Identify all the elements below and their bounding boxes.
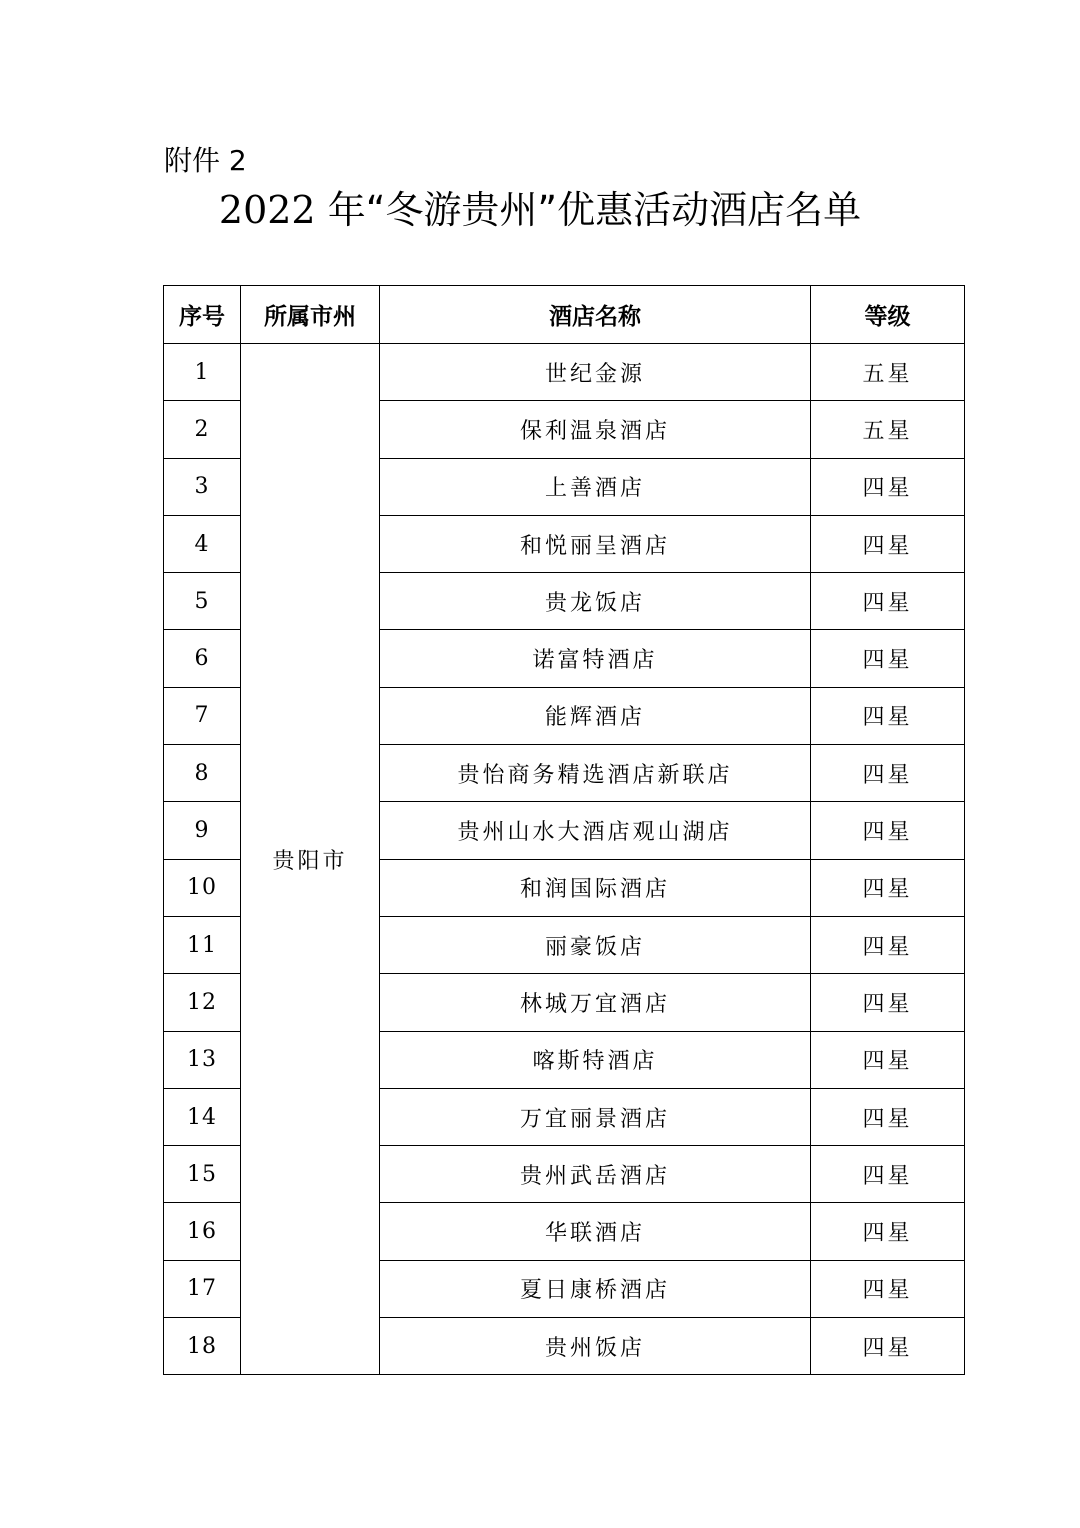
header-index: 序号 [164, 286, 241, 344]
row-index: 2 [164, 401, 241, 458]
grade-cell: 四星 [811, 1146, 965, 1203]
row-index: 18 [164, 1318, 241, 1375]
grade-cell: 四星 [811, 745, 965, 802]
grade-cell: 四星 [811, 916, 965, 973]
grade-cell: 四星 [811, 1318, 965, 1375]
table-header-row [164, 286, 965, 344]
grade-cell: 四星 [811, 1088, 965, 1145]
grade-cell: 四星 [811, 1260, 965, 1317]
grade-cell: 四星 [811, 1031, 965, 1088]
document-title [0, 184, 1080, 236]
header-grade: 等级 [811, 286, 965, 344]
title-year: 2022 [218, 188, 316, 232]
hotel-name-cell: 世纪金源 [380, 344, 811, 401]
hotel-name-cell: 喀斯特酒店 [380, 1031, 811, 1088]
grade-cell: 四星 [811, 802, 965, 859]
hotel-name-cell: 贵怡商务精选酒店新联店 [380, 745, 811, 802]
grade-cell: 四星 [811, 1203, 965, 1260]
title-text: 年“冬游贵州”优惠活动酒店名单 [315, 188, 862, 232]
header-hotel-name: 酒店名称 [380, 286, 811, 344]
hotel-name-cell: 万宜丽景酒店 [380, 1088, 811, 1145]
hotel-name-cell: 诺富特酒店 [380, 630, 811, 687]
hotel-name-cell: 华联酒店 [380, 1203, 811, 1260]
row-index: 5 [164, 573, 241, 630]
hotel-name-cell: 丽豪饭店 [380, 916, 811, 973]
hotel-name-cell: 上善酒店 [380, 458, 811, 515]
row-index: 7 [164, 687, 241, 744]
row-index: 17 [164, 1260, 241, 1317]
grade-cell: 四星 [811, 515, 965, 572]
hotel-name-cell: 贵州饭店 [380, 1318, 811, 1375]
grade-cell: 五星 [811, 344, 965, 401]
hotel-name-cell: 贵龙饭店 [380, 573, 811, 630]
city-cell: 贵阳市 [241, 344, 380, 1375]
row-index: 13 [164, 1031, 241, 1088]
hotel-name-cell: 夏日康桥酒店 [380, 1260, 811, 1317]
hotel-name-cell: 贵州山水大酒店观山湖店 [380, 802, 811, 859]
row-index: 9 [164, 802, 241, 859]
hotel-name-cell: 林城万宜酒店 [380, 974, 811, 1031]
row-index: 8 [164, 745, 241, 802]
grade-cell: 四星 [811, 859, 965, 916]
row-index: 10 [164, 859, 241, 916]
hotel-table [163, 285, 965, 1375]
row-index: 11 [164, 916, 241, 973]
hotel-name-cell: 能辉酒店 [380, 687, 811, 744]
header-city: 所属市州 [241, 286, 380, 344]
grade-cell: 四星 [811, 573, 965, 630]
row-index: 15 [164, 1146, 241, 1203]
grade-cell: 四星 [811, 630, 965, 687]
grade-cell: 四星 [811, 687, 965, 744]
row-index: 3 [164, 458, 241, 515]
grade-cell: 四星 [811, 458, 965, 515]
row-index: 4 [164, 515, 241, 572]
row-index: 16 [164, 1203, 241, 1260]
hotel-name-cell: 保利温泉酒店 [380, 401, 811, 458]
hotel-name-cell: 贵州武岳酒店 [380, 1146, 811, 1203]
row-index: 6 [164, 630, 241, 687]
attachment-label: 附件 2 [164, 144, 247, 177]
hotel-name-cell: 和润国际酒店 [380, 859, 811, 916]
table-row [164, 344, 965, 401]
grade-cell: 四星 [811, 974, 965, 1031]
row-index: 14 [164, 1088, 241, 1145]
grade-cell: 五星 [811, 401, 965, 458]
row-index: 1 [164, 344, 241, 401]
row-index: 12 [164, 974, 241, 1031]
hotel-name-cell: 和悦丽呈酒店 [380, 515, 811, 572]
table-body [164, 344, 965, 1375]
